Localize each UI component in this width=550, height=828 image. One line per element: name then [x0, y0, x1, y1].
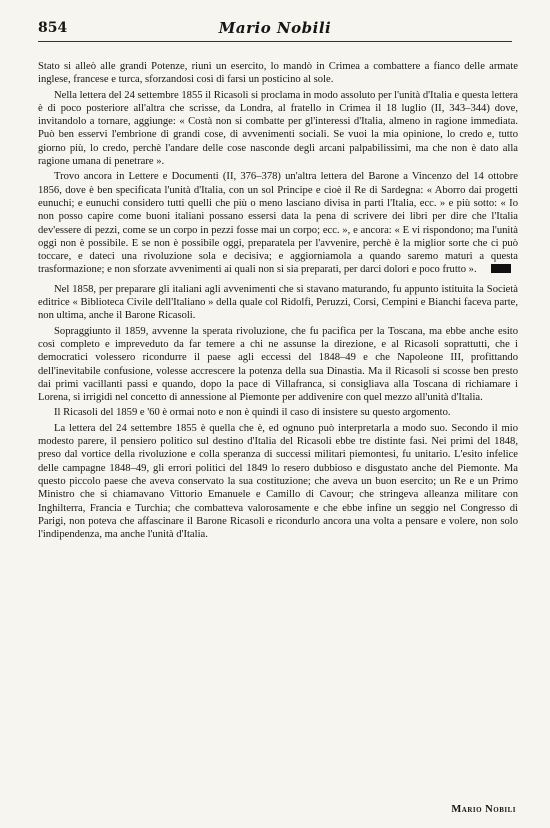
author-signature: Mario Nobili: [451, 804, 516, 815]
paragraph-3: [38, 170, 518, 276]
ink-blot: [491, 264, 511, 273]
paragraph-2: Nella lettera del 24 settembre 1855 il Ricasoli si proclama in modo assoluto per l'unità d'Italia e questa lettera è di poco posteriore all'altra che scrisse, da Londra, al fratello in Crimea il 18 luglio (II, 343–344) dove, invitandolo a tornare, aggiunge: « Costà non si combatte per gl'interessi d'Italia, almeno in ragione immediata. Può ben esservi l'embrione di grandi cose, di avvenimenti sociali. Se vuoi la mia opinione, lo credo e, tutto giorno più, lo credo, perchè l'andare delle cose nasconde degli arcani palpabilissimi, ma che non è dato alla ragione umana di penetrare ».: [38, 89, 518, 168]
running-header: [38, 18, 512, 42]
paragraph-7: La lettera del 24 settembre 1855 è quella che è, ed ognuno può interpretarla a modo suo. Secondo il mio modesto parere, il pensiero politico sul destino d'Italia del Ricasoli ebbe tre distinte fasi. Nei primi del 1848, preso dal vortice della rivoluzione e colla speranza di successi militari piemontesi, fu unitario. L'esito infelice delle campagne 1848–49, gli errori politici del 1849 lo resero dubbioso e disgustato anche del Piemonte. Ma questo piccolo paese che aveva conservato la sua costituzione; che aveva un buon esercito; un Re e un Primo Ministro che si chiamavano Vittorio Emanuele e Camillo di Cavour; che stringeva alleanza militare con Inghilterra, Francia e Turchia; che combatteva valorosamente e che ebbe infine un seggio nel Congresso di Parigi, non poteva che affascinare il Barone Ricasoli e ricondurlo ancora una volta a pensare e volere, non solo l'indipendenza, ma anche l'unità d'Italia.: [38, 422, 518, 541]
body-text: [38, 60, 518, 543]
paragraph-3-text: Trovo ancora in Lettere e Documenti (II, 376–378) un'altra lettera del Barone a Vincenzo del 14 ottobre 1856, dove è ben specificata l'unità d'Italia, con un sol Principe e cioè il Re di Sardegna: « Aborro dai progetti eunuchi; e eunuchi considero tutti quelli che più o meno lasciano divisa in parti l'Italia, ecc. » e più sotto: « Io non posso capire come buoni italiani possano essersi data la pena di scrivere dei libri per dire che l'Italia dev'essere di pezzi, come se un corpo in pezzi fosse mai un corpo; ecc. », e ancora: « E vi rispondono; ma l'unità oggi non è possibile. E se non è possibile oggi, preparatela per l'avvenire, perchè è la miglior sorte che ci può toccare, e dateci una rivoluzione sola e decisiva; e aggiorniamola a quando saremo maturi a questa trasformazione; e non sforzate avvenimenti ai quali non si sia preparati, per darci dolori e poco frutto ».: [38, 171, 518, 276]
header-rule: [38, 41, 512, 42]
paragraph-6: Il Ricasoli del 1859 e '60 è ormai noto e non è quindi il caso di insistere su questo argomento.: [54, 407, 451, 419]
paragraph-4: Nel 1858, per preparare gli italiani agli avvenimenti che si stavano maturando, fu appunto istituita la Società editrice « Biblioteca Civile dell'Italiano » della quale col Ridolfi, Peruzzi, Corsi, Cempini e Bianchi faceva parte, non ultima, anche il Barone Ricasoli.: [38, 283, 518, 322]
page-number: 854: [38, 20, 68, 36]
running-title: Mario Nobili: [218, 19, 332, 37]
paragraph-5: Sopraggiunto il 1859, avvenne la sperata rivoluzione, che fu pacifica per la Toscana, ma ebbe anche esito così completo e impreveduto da far temere a chi ne assunse la direzione, e al Ricasoli soprattutti, che i democratici volessero ricondurre il paese agli eccessi del 1848–49 e che Napoleone III, profittando dell'inevitabile confusione, volesse accrescere la potenza della sua Dinastia. Ma il Ricasoli si scosse ben presto dai primi vacillanti passi e quando, dopo la pace di Villafranca, si consigliava alla Toscana di richiamare i Lorena, si irrigidì nel concetto di annessione al Piemonte per addivenire con quel mezzo all'unità d'Italia.: [38, 325, 518, 404]
paragraph-1: Stato si alleò alle grandi Potenze, riunì un esercito, lo mandò in Crimea a combattere a fianco delle armate inglese, francese e turca, sforzandosi così di farsi un posticino al sole.: [38, 61, 518, 86]
